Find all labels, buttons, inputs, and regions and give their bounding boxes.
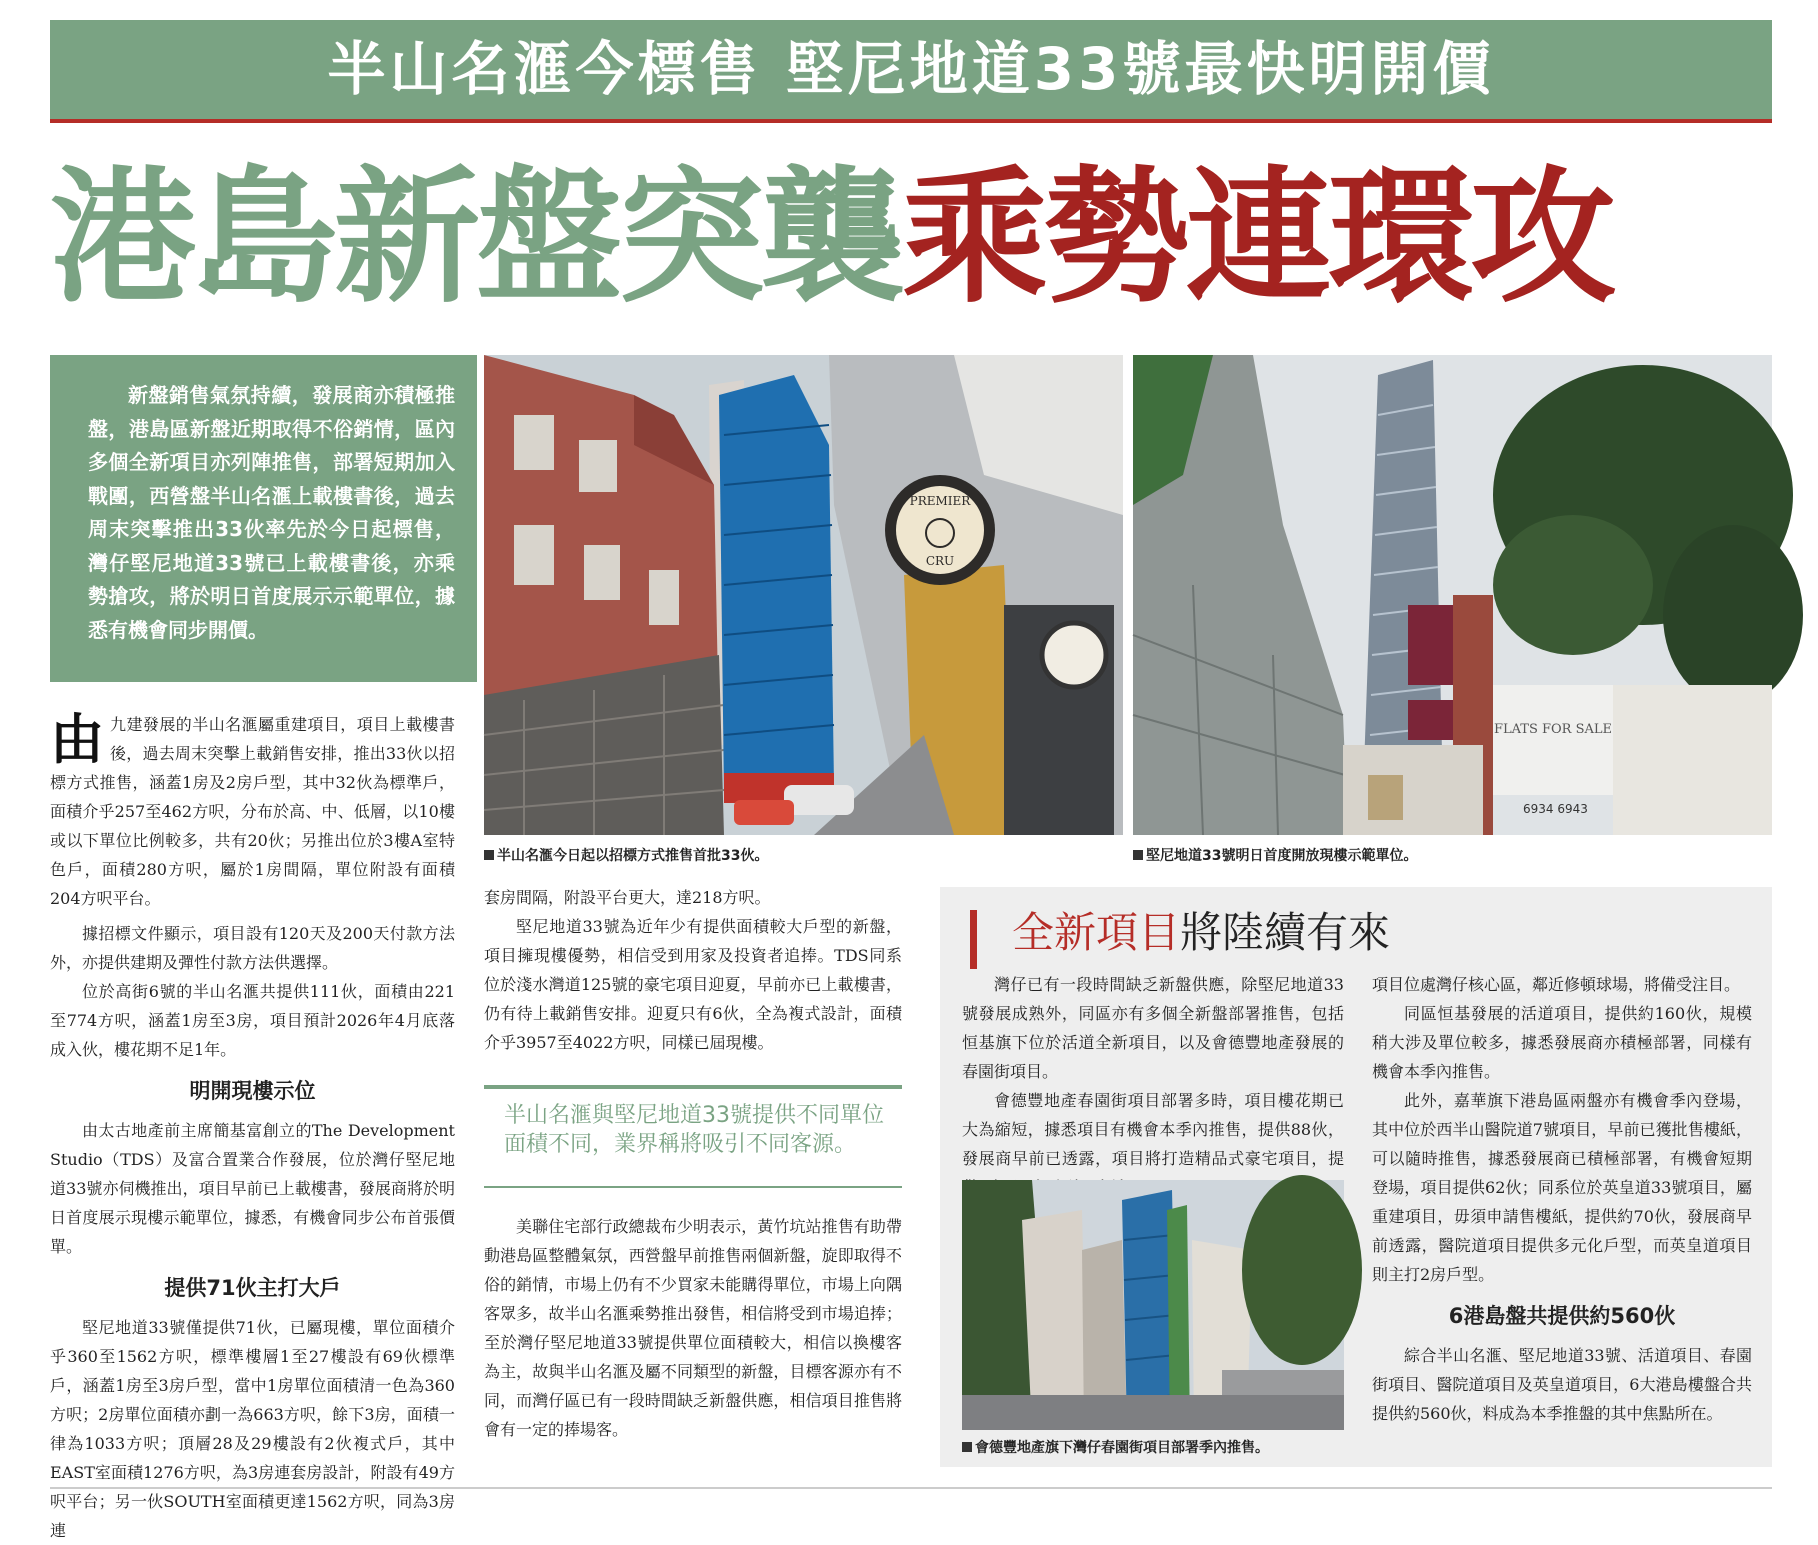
sidebar-c1-paragraph-1: 灣仔已有一段時間缺乏新盤供應，除堅尼地道33號發展成熟外，同區亦有多個全新盤部署推售，包括恒基旗下位於活道全新項目，以及會德豐地產發展的春園街項目。 [962, 975, 1344, 1081]
col1-paragraph-5: 堅尼地道33號僅提供71伙，已屬現樓，單位面積介乎360至1562方呎，標準樓層1至27樓設有69伙標準戶，涵蓋1房至3房戶型，當中1房單位面積清一色為360方呎；2房單位面積亦劃一為663方呎，餘下3房，面積一律為1033方呎；頂層28及29樓設有2伙複式戶，其中EAST室面積1276方呎，為3房連套房設計，附設有49方呎平台；另一伙SOUTH室面積更達1562方呎，同為3房連 [50, 1318, 455, 1540]
photo2-caption-text: 堅尼地道33號明日首度開放現樓示範單位。 [1146, 848, 1418, 864]
caption-marker [484, 850, 494, 860]
sidebar-column-1 [962, 970, 1344, 1202]
sidebar-title-bar [970, 910, 977, 969]
kicker-rule [50, 119, 1772, 123]
subhead-560-units: 6港島盤共提供約560伙 [1448, 1304, 1676, 1328]
sidebar-title [1012, 905, 1390, 961]
caption-marker [962, 1442, 972, 1452]
photo2-caption [1133, 845, 1417, 865]
sidebar-title-black: 將陸續有來 [1180, 908, 1391, 957]
col2-paragraph-1: 套房間隔，附設平台更大，達218方呎。 [484, 888, 771, 907]
caption-marker [1133, 850, 1143, 860]
sign-phone: 6934 6943 [1523, 802, 1588, 816]
col2-paragraph-3: 美聯住宅部行政總裁布少明表示，黃竹坑站推售有助帶動港島區整體氣氛，西營盤早前推售兩個新盤，旋即取得不俗的銷情，市場上仍有不少買家未能購得單位，市場上向隅客眾多，故半山名滙乘勢推出發售，相信將受到市場追捧；至於灣仔堅尼地道33號提供單位面積較大，相信以換樓客為主，故與半山名滙及屬不同類型的新盤，目標客源亦有不同，而灣仔區已有一段時間缺乏新盤供應，相信項目推售將會有一定的捧場客。 [484, 1217, 902, 1439]
sidebar-column-2 [1372, 970, 1752, 1428]
sign-flats: FLATS FOR SALE [1493, 722, 1613, 737]
col1-p1-text: 九建發展的半山名滙屬重建項目，項目上載樓書後，過去周末突擊上載銷售安排，推出33伙以招標方式推售，涵蓋1房及2房戶型，其中32伙為標準戶，面積介乎257至462方呎，分布於高、中、低層，以10樓或以下單位比例較多，共有20伙；另推出位於3樓A室特色戶，面積280方呎，屬於1房間隔，單位附設有面積204方呎平台。 [50, 715, 455, 908]
photo-scene-2 [1133, 355, 1772, 835]
headline-red: 乘勢連環攻 [902, 152, 1612, 323]
photo-kennedy-road-33 [1133, 355, 1772, 835]
pull-quote: 半山名滙與堅尼地道33號提供不同單位面積不同，業界稱將吸引不同客源。 [484, 1085, 902, 1188]
col1-paragraph-4: 由太古地產前主席簡基富創立的The Development Studio（TDS）及富合置業合作發展，位於灣仔堅尼地道33號亦伺機推出，項目早前已上載樓書，發展商將於明日首度展示現樓示範單位，據悉，有機會同步公布首張價單。 [50, 1121, 455, 1256]
col1-paragraph-2: 據招標文件顯示，項目設有120天及200天付款方法外，亦提供建期及彈性付款方法供選擇。 [50, 924, 455, 972]
article-column-2-lower [484, 1212, 902, 1444]
col2-paragraph-2: 堅尼地道33號為近年少有提供面積較大戶型的新盤，項目擁現樓優勢，相信受到用家及投資者追捧。TDS同系位於淺水灣道125號的豪宅項目迎夏，早前亦已上載樓書，仍有待上載銷售安排。迎夏只有6伙，全為複式設計，面積介乎3957至4022方呎，同樣已屆現樓。 [484, 917, 902, 1052]
sidebar-c2-paragraph-1: 項目位處灣仔核心區，鄰近修頓球場，將備受注目。 [1372, 975, 1741, 994]
dropcap: 由 [50, 708, 104, 771]
photo-spring-garden-lane [962, 1180, 1344, 1430]
article-column-1 [50, 710, 455, 1545]
article-column-2 [484, 883, 902, 1057]
photo1-caption [484, 845, 768, 865]
subhead-71-units: 提供71伙主打大戶 [164, 1276, 341, 1300]
photo3-caption [962, 1437, 1269, 1457]
sign-premier: PREMIER [909, 494, 971, 508]
col1-paragraph-3: 位於高街6號的半山名滙共提供111伙，面積由221至774方呎，涵蓋1房至3房，項目預計2026年4月底落成入伙，樓花期不足1年。 [50, 982, 455, 1059]
photo-mid-levels-project [484, 355, 1123, 835]
subhead-show-flat: 明開現樓示位 [189, 1079, 316, 1103]
photo1-caption-text: 半山名滙今日起以招標方式推售首批33伙。 [497, 848, 769, 864]
headline [50, 128, 1772, 348]
sidebar-c2-paragraph-2: 同區恒基發展的活道項目，提供約160伙，規模稍大涉及單位較多，據悉發展商亦積極部署，同樣有機會本季內推售。 [1372, 1004, 1752, 1081]
photo3-caption-text: 會德豐地產旗下灣仔春園街項目部署季內推售。 [975, 1440, 1269, 1456]
headline-green: 港島新盤突襲 [50, 152, 902, 323]
photo-scene-1 [484, 355, 1123, 835]
intro-text: 新盤銷售氣氛持續，發展商亦積極推盤，港島區新盤近期取得不俗銷情，區內多個全新項目亦列陣推售，部署短期加入戰團，西營盤半山名滙上載樓書後，過去周末突擊推出33伙率先於今日起標售，灣仔堅尼地道33號已上載樓書後，亦乘勢搶攻，將於明日首度展示示範單位，據悉有機會同步開價。 [88, 383, 455, 642]
kicker-banner: 半山名滙今標售 堅尼地道33號最快明開價 [50, 20, 1772, 119]
photo-scene-3 [962, 1180, 1344, 1430]
sidebar-c1-paragraph-2: 會德豐地產春園街項目部署多時，項目樓花期已大為縮短，據悉項目有機會本季內推售，提供88伙，發展商早前已透露，項目將打造精品式豪宅項目，提 [962, 1091, 1344, 1168]
sidebar-c2-paragraph-4: 綜合半山名滙、堅尼地道33號、活道項目、春園街項目、醫院道項目及英皇道項目，6大港島樓盤合共提供約560伙，料成為本季推盤的其中焦點所在。 [1372, 1346, 1752, 1423]
col1-paragraph-1 [50, 710, 455, 913]
sidebar-c2-paragraph-3: 此外，嘉華旗下港島區兩盤亦有機會季內登場，其中位於西半山醫院道7號項目，早前已獲批售樓紙，可以隨時推售，據悉發展商已積極部署，有機會短期登場，項目提供62伙；同系位於英皇道33號項目，屬重建項目，毋須申請售樓紙，提供約70伙，發展商早前透露，醫院道項目提供多元化戶型，而英皇道項目則主打2房戶型。 [1372, 1091, 1752, 1284]
sign-cru: CRU [925, 554, 955, 568]
intro-box [50, 355, 477, 682]
bottom-rule [50, 1487, 1772, 1489]
sidebar-title-red: 全新項目 [1012, 908, 1181, 957]
